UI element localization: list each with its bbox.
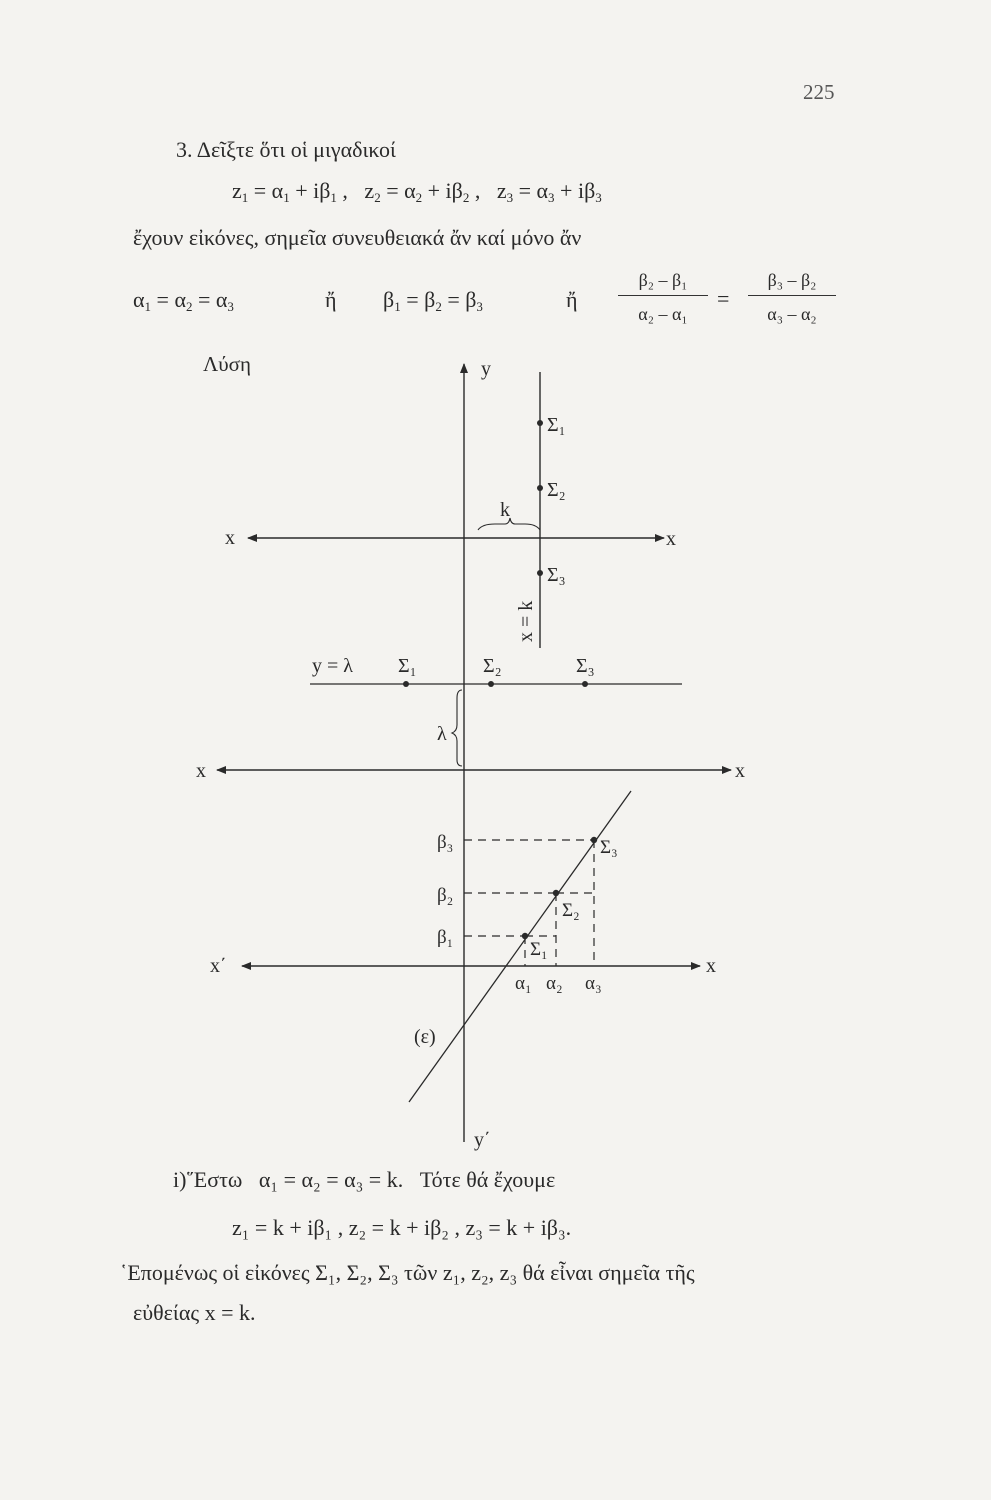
top-point-s3	[537, 570, 543, 576]
mid-s1-label: Σ₁	[398, 655, 417, 677]
beta2-tick-label: β₂	[437, 885, 454, 906]
equals-sign: =	[717, 286, 730, 311]
case-i-label: i)῞Εστω	[173, 1167, 243, 1192]
bottom-point-s3	[591, 837, 597, 843]
beta1-tick-label: β₁	[437, 927, 454, 948]
mid-s2-label: Σ₂	[483, 655, 502, 677]
condition-beta: $\beta_1 = \beta_2 = \beta_3$	[383, 287, 483, 314]
alpha3-tick-label: α₃	[585, 973, 602, 994]
bottom-x-left-label: x΄	[210, 955, 227, 977]
y-equals-lambda-label: y = λ	[312, 655, 353, 677]
case-i-condition: α₁ = α₂ = α₃ = k.	[258, 1167, 404, 1192]
top-s2-label: Σ₂	[547, 479, 566, 501]
mid-point-s1	[403, 681, 409, 687]
epsilon-label: (ε)	[414, 1026, 436, 1048]
top-point-s1	[537, 420, 543, 426]
k-label: k	[500, 499, 510, 521]
z3-expression: $z_3 = \alpha_3 + i\beta_3$	[496, 178, 602, 205]
mid-x-left-label: x	[196, 760, 206, 782]
beta3-tick-label: β₃	[437, 832, 454, 853]
bottom-x-right-label: x	[706, 955, 716, 977]
bottom-point-s1	[522, 933, 528, 939]
problem-statement: ἔχουν εἰκόνες, σημεῖα συνευθειακά ἄν καί μόνο ἄν	[133, 225, 582, 250]
page-number: 225	[803, 80, 835, 104]
mid-point-s3	[582, 681, 588, 687]
slope-2-numerator: β₃ – β₂	[748, 270, 836, 296]
alpha1-tick-label: α₁	[515, 973, 532, 994]
slope-1-numerator: β₂ – β₁	[618, 270, 708, 296]
lambda-brace	[452, 690, 462, 766]
case-i-then: Τότε θά ἔχουμε	[419, 1167, 556, 1192]
x-equals-k-label: x = k	[515, 600, 537, 642]
slope-1-denominator: α₂ – α₁	[638, 304, 688, 324]
top-x-right-label: x	[666, 528, 676, 550]
bottom-s1-label: Σ₁	[530, 939, 548, 960]
slope-2-denominator: α₃ – α₂	[767, 304, 817, 324]
or-word-1: ἤ	[325, 287, 337, 312]
top-x-left-label: x	[225, 527, 235, 549]
top-s3-label: Σ₃	[547, 564, 566, 586]
z1-expression: $z_1 = \alpha_1 + i\beta_1$ ,	[232, 178, 348, 205]
lambda-label: λ	[437, 723, 447, 745]
condition-alpha: $\alpha_1 = \alpha_2 = \alpha_3$	[133, 287, 234, 314]
z2-expression: $z_2 = \alpha_2 + i\beta_2$ ,	[364, 178, 481, 205]
bottom-s2-label: Σ₂	[562, 900, 580, 921]
top-point-s2	[537, 485, 543, 491]
top-s1-label: Σ₁	[547, 414, 566, 436]
bottom-s3-label: Σ₃	[600, 837, 618, 858]
mid-s3-label: Σ₃	[576, 655, 595, 677]
alpha2-tick-label: α₂	[546, 973, 563, 994]
case-i-conclusion-2: εὐθείας x = k.	[133, 1300, 256, 1325]
or-word-2: ἤ	[566, 287, 578, 312]
case-i-equations: z₁ = k + iβ₁ , z₂ = k + iβ₂ , z₃ = k + iβ₃.	[232, 1215, 572, 1240]
case-i-line	[173, 1167, 555, 1193]
mid-x-right-label: x	[735, 760, 745, 782]
bottom-point-s2	[553, 890, 559, 896]
problem-intro: Δεῖξτε ὅτι οἱ μιγαδικοί	[196, 137, 396, 162]
solution-label: Λύση	[203, 352, 251, 376]
problem-number: 3.	[176, 137, 193, 162]
mid-point-s2	[488, 681, 494, 687]
case-i-conclusion-1: ῾Επομένως οἱ εἰκόνες Σ₁, Σ₂, Σ₃ τῶν z₁, z₂, z₃ θά εἶναι σημεῖα τῆς	[120, 1260, 695, 1285]
y-prime-label: y΄	[474, 1129, 491, 1151]
y-axis-label: y	[481, 358, 491, 380]
